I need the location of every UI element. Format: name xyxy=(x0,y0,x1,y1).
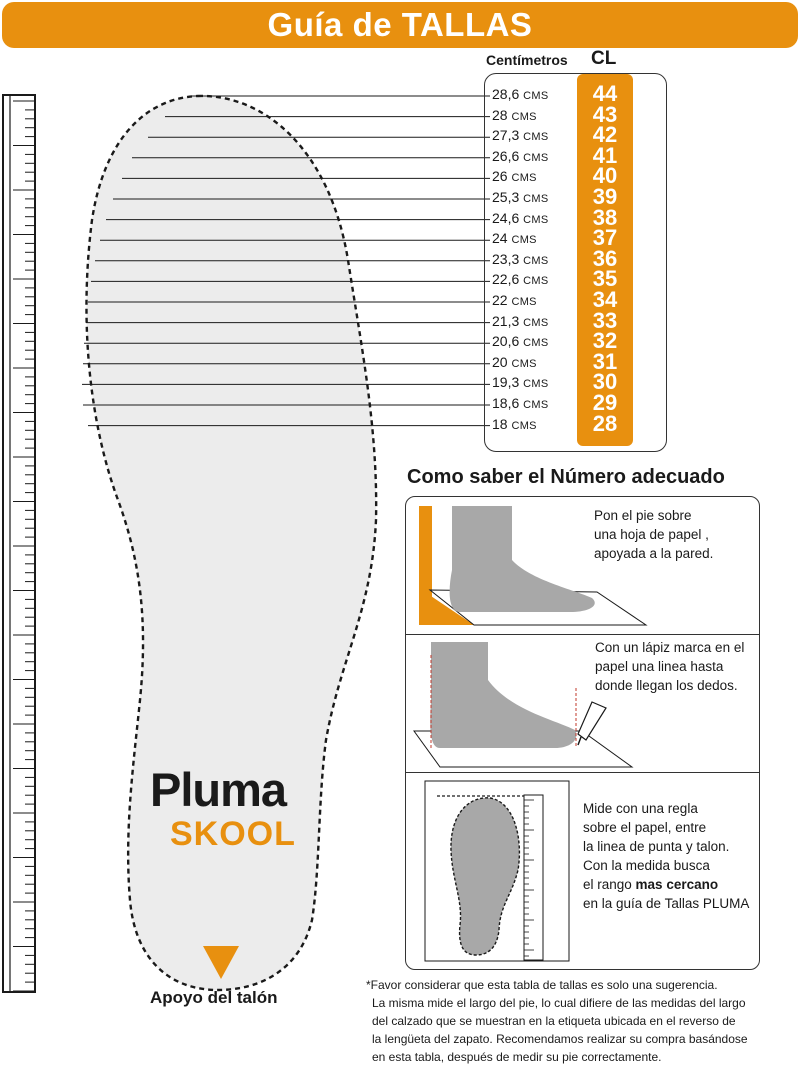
size-cm-value xyxy=(492,249,582,269)
heel-label: Apoyo del talón xyxy=(150,988,278,1007)
size-cm-unit: CMS xyxy=(511,234,537,247)
size-cm-number: 26,6 xyxy=(492,147,520,164)
size-cm-number: 20 xyxy=(492,353,508,370)
step-1-text xyxy=(594,506,713,563)
step-3-bold: mas cercano xyxy=(635,877,719,892)
size-cm-unit: CMS xyxy=(511,357,537,370)
brand-logo-pluma: Pluma xyxy=(150,763,287,816)
size-cm-value xyxy=(492,331,582,351)
size-cm-number: 25,3 xyxy=(492,189,520,205)
size-cm-unit: CMS xyxy=(523,399,549,411)
size-cl-number: 30 xyxy=(592,369,618,395)
size-cm-number: 22,6 xyxy=(492,271,520,288)
note-line: del calzado que se muestran en la etiqueta ubicada en el reverso de xyxy=(372,1014,736,1028)
note-line: la lengüeta del zapato. Recomendamos realizar su compra basándose xyxy=(372,1032,748,1046)
size-cm-number: 26 xyxy=(492,168,508,185)
step-3-line: Mide con una regla xyxy=(583,801,698,816)
size-cl-number: 37 xyxy=(592,225,618,251)
size-cl-number: 36 xyxy=(592,245,618,271)
step-3-line: sobre el papel, entre xyxy=(583,820,707,835)
size-cm-unit: CMS xyxy=(523,131,549,144)
size-cm-value xyxy=(492,414,582,434)
howto-title: Como saber el Número adecuado xyxy=(407,466,725,488)
size-cm-unit: CMS xyxy=(511,419,537,432)
size-cm-value xyxy=(492,105,582,125)
size-cm-value xyxy=(492,208,582,228)
size-cl-number: 38 xyxy=(592,204,618,230)
size-cm-value xyxy=(492,228,582,248)
size-cm-unit: CMS xyxy=(523,337,549,350)
size-cl-number: 29 xyxy=(592,390,618,415)
size-cm-value xyxy=(492,166,582,186)
size-cm-number: 18,6 xyxy=(492,395,520,411)
step-1-line: Pon el pie sobre xyxy=(594,508,692,523)
size-cm-number: 24,6 xyxy=(492,209,520,226)
size-cl-number: 41 xyxy=(592,142,618,168)
size-cm-number: 23,3 xyxy=(492,250,520,267)
size-cl-number: 43 xyxy=(592,101,618,127)
size-cm-number: 19,3 xyxy=(492,374,520,391)
step-3-line xyxy=(583,875,749,894)
size-cm-value xyxy=(492,352,582,372)
brand-logo-skool: SKOOL xyxy=(170,815,296,853)
size-cm-unit: CMS xyxy=(523,254,549,267)
size-cm-unit: CMS xyxy=(523,213,549,226)
size-cm-value xyxy=(492,84,582,104)
step-divider xyxy=(405,772,760,773)
size-cl-number: 44 xyxy=(592,81,618,106)
size-cl-number: 33 xyxy=(592,307,618,333)
step-1-line: apoyada a la pared. xyxy=(594,546,714,561)
size-cl-number: 42 xyxy=(592,122,618,148)
size-cm-unit: CMS xyxy=(523,275,549,288)
size-cm-number: 28,6 xyxy=(492,86,520,102)
column-header-centimeters: Centímetros xyxy=(486,52,568,68)
page-title: Guía de TALLAS xyxy=(267,6,533,43)
step-3-line: la linea de punta y talon. xyxy=(583,839,730,854)
insole-outline-icon xyxy=(86,96,376,990)
step-2-text xyxy=(595,638,744,695)
size-cl-number: 39 xyxy=(592,184,618,209)
size-cm-value xyxy=(492,393,582,413)
size-cm-value xyxy=(492,372,582,392)
size-cl-number: 32 xyxy=(592,328,618,354)
size-cm-unit: CMS xyxy=(523,316,549,329)
column-header-cl: CL xyxy=(591,48,617,69)
size-cm-value xyxy=(492,290,582,310)
step-2-line: donde llegan los dedos. xyxy=(595,678,738,693)
size-cm-number: 18 xyxy=(492,415,508,432)
size-cl-number: 40 xyxy=(592,163,618,189)
size-cm-value xyxy=(492,125,582,145)
disclaimer-note xyxy=(366,976,796,1066)
size-cl-number: 34 xyxy=(592,287,618,312)
step-3-pre: el rango xyxy=(583,877,636,892)
step-1-line: una hoja de papel , xyxy=(594,527,709,542)
size-cm-value xyxy=(492,311,582,331)
step-3-text xyxy=(583,799,749,913)
size-cl-number: 28 xyxy=(592,410,618,436)
step-2-line: Con un lápiz marca en el xyxy=(595,640,745,655)
size-cm-number: 24 xyxy=(492,230,508,247)
size-cm-unit: CMS xyxy=(523,90,549,102)
size-cm-unit: CMS xyxy=(523,151,549,164)
size-cm-number: 28 xyxy=(492,106,508,123)
size-cm-unit: CMS xyxy=(523,378,549,391)
size-cm-value xyxy=(492,187,582,207)
size-cm-unit: CMS xyxy=(511,172,537,185)
note-line: *Favor considerar que esta tabla de tallas es solo una sugerencia. xyxy=(366,978,718,992)
size-cm-number: 21,3 xyxy=(492,312,520,329)
step-2-line: papel una linea hasta xyxy=(595,659,724,674)
size-cm-unit: CMS xyxy=(511,296,537,308)
ruler-icon xyxy=(3,95,35,992)
size-cm-number: 20,6 xyxy=(492,333,520,350)
size-cm-value xyxy=(492,146,582,166)
size-cl-number: 31 xyxy=(592,348,618,374)
step-divider xyxy=(405,634,760,635)
size-cm-value xyxy=(492,269,582,289)
note-line: La misma mide el largo del pie, lo cual difiere de las medidas del largo xyxy=(372,996,746,1010)
size-cm-unit: CMS xyxy=(523,193,549,205)
size-cm-unit: CMS xyxy=(511,110,537,123)
step-3-line: Con la medida busca xyxy=(583,858,710,873)
size-cl-number: 35 xyxy=(592,266,618,292)
size-cm-number: 22 xyxy=(492,292,508,308)
step-3-line: en la guía de Tallas PLUMA xyxy=(583,896,750,911)
note-line: en esta tabla, después de medir su pie correctamente. xyxy=(372,1050,662,1064)
size-cm-number: 27,3 xyxy=(492,127,520,144)
